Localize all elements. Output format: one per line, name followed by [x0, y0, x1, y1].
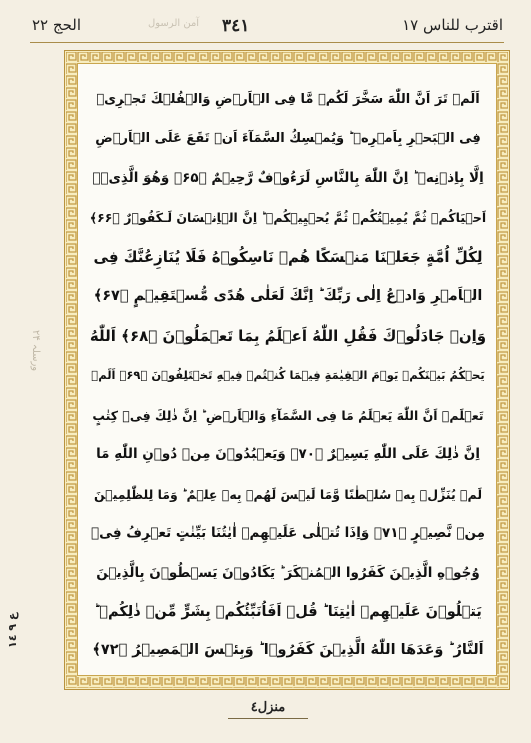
ruku-marker: ع ۹ ١٤: [6, 612, 19, 648]
margin-note: ورسلہ ۲۴: [30, 330, 41, 372]
verse-line-text: لِكُلِّ اُمَّةٍ جَعَلۡنَا مَنۡسَكًا هُمۡ نَاسِكُوۡهُ فَلَا يُنَازِعُنَّكَ فِى: [93, 248, 483, 266]
verse-line-text: يَتۡلُوۡنَ عَلَيۡهِمۡ اٰيٰتِنَا ؕ قُلۡ اَفَاُنَبِّئُكُمۡ بِشَرٍّ مِّنۡ ذٰلِكُمۡ ؕ: [94, 604, 482, 620]
page-header: [0, 6, 531, 46]
footer-rule: [228, 718, 308, 719]
manzil-label: منزل٤: [250, 700, 286, 715]
verse-line-text: اَحۡيَاكُمۡ ثُمَّ يُمِيۡتُكُمۡ ثُمَّ يُحۡيِيۡكُمۡ ؕ اِنَّ الۡاِنۡسَانَ لَـكَفُوۡرٌ ﴿۶۶﴾: [89, 209, 487, 225]
verse-line-text: مِنۡ نَّصِيۡرٍ ﴿۷۱﴾ وَاِذَا تُتۡلٰى عَلَيۡهِمۡ اٰيٰتُنَا بَيِّنٰتٍ تَعۡرِفُ فِىۡ: [91, 525, 485, 541]
surah-title: الحج ٢٢: [32, 16, 81, 34]
verse-line-text: اِنَّ ذٰلِكَ عَلَى اللّٰهِ يَسِيۡرٌ ﴿۷۰﴾ وَيَعۡبُدُوۡنَ مِنۡ دُوۡنِ اللّٰهِ مَا: [96, 446, 480, 462]
verse-line-text: اَلنَّارُ ؕ وَعَدَهَا اللّٰهُ الَّذِيۡنَ كَفَرُوۡا ؕ وَبِئۡسَ الۡمَصِيۡرُ ﴿۷۲﴾: [92, 642, 484, 658]
verse-line-text: يَحۡكُمُ بَيۡنَكُمۡ يَوۡمَ الۡقِيٰمَةِ فِيۡمَا كُنۡتُمۡ فِيۡهِ تَخۡتَلِفُوۡنَ ﴿۶۹﴾ اَلَمۡ: [91, 368, 485, 382]
verse-line-text: تَعۡلَمۡ اَنَّ اللّٰهَ يَعۡلَمُ مَا فِى السَّمَآءِ وَالۡاَرۡضِ ؕ اِنَّ ذٰلِكَ فِىۡ كِتٰبٍ: [92, 407, 484, 423]
verse-line-text: وَاِنۡ جَادَلُوۡكَ فَقُلِ اللّٰهُ اَعۡلَمُ بِمَا تَعۡمَلُوۡنَ ﴿۶۸﴾ اَللّٰهُ: [89, 327, 487, 345]
header-faint-note: آمن الرسول: [148, 18, 200, 29]
verse-line-text: فِى الۡبَحۡرِ بِاَمۡرِهٖ ؕ وَيُمۡسِكُ السَّمَآءَ اَنۡ تَقَعَ عَلَى الۡاَرۡضِ: [95, 130, 481, 146]
juz-title: اقترب للناس ١٧: [402, 16, 503, 34]
verse-panel: [77, 63, 497, 676]
verse-line-text: اِلَّا بِاِذۡنِهٖ ؕ اِنَّ اللّٰهَ بِالنَّاسِ لَرَءُوۡفٌ رَّحِيۡمٌ ﴿۶۵﴾ وَهُوَ الَّذِىۡۤ: [92, 170, 484, 186]
page-number: ٣٤١: [222, 16, 250, 36]
verse-line-text: وُجُوۡهِ الَّذِيۡنَ كَفَرُوا الۡمُنۡكَرَ ؕ يَكَادُوۡنَ يَسۡطُوۡنَ بِالَّذِيۡنَ: [96, 565, 480, 581]
verse-line-text: اَلَمۡ تَرَ اَنَّ اللّٰهَ سَخَّرَ لَكُمۡ مَّا فِى الۡاَرۡضِ وَالۡفُلۡكَ تَجۡرِىۡ: [96, 91, 480, 107]
header-rule: [30, 42, 504, 43]
verse-line-text: الۡاَمۡرِ وَادۡعُ اِلٰى رَبِّكَ ؕ اِنَّكَ لَعَلٰى هُدًى مُّسۡتَقِيۡمٍ ﴿۶۷﴾: [93, 288, 483, 304]
verse-line-text: لَمۡ يُنَزِّلۡ بِهٖ سُلۡطٰنًا وَّمَا لَيۡسَ لَهُمۡ بِهٖ عِلۡمٌ ؕ وَمَا لِلظّٰلِمِيۡنَ: [93, 486, 483, 502]
verse-line-15: [78, 627, 498, 673]
